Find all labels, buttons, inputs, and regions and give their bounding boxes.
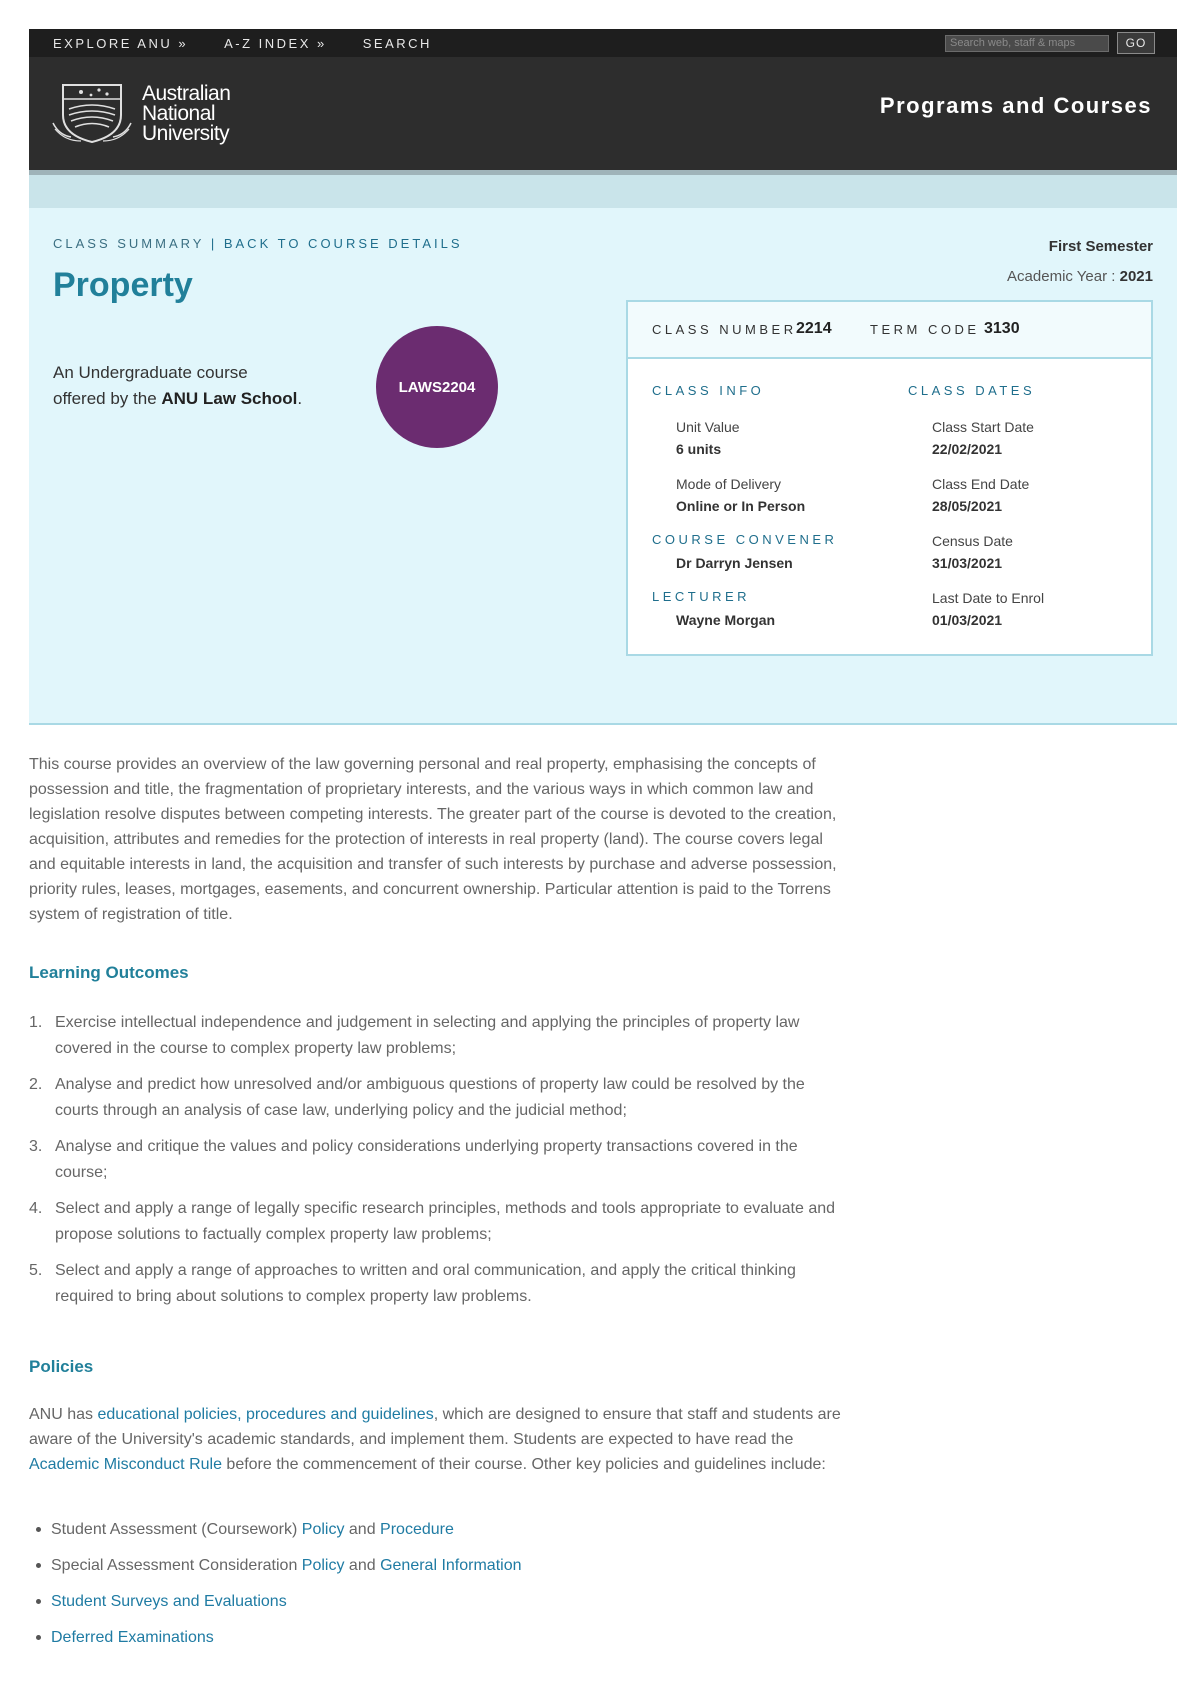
last-date-to-enrol-value: 01/03/2021 (932, 612, 1003, 628)
term-code-value: 3130 (984, 320, 1020, 337)
student-assessment-policy-link[interactable]: Policy (301, 1521, 345, 1538)
special-assessment-policy-link[interactable]: Policy (301, 1557, 345, 1574)
term-code-label: TERM CODE (870, 322, 980, 337)
list-item-text: Analyse and predict how unresolved and/or ambiguous questions of property law could be resolved by the courts through an analysis of case law, underlying policy and the judicial method; (55, 1076, 805, 1119)
class-start-date-label: Class Start Date (932, 419, 1034, 435)
top-nav-bar (29, 29, 1177, 57)
course-description (53, 360, 302, 412)
list-item-text: Analyse and critique the values and policy considerations underlying property transactions covered in the course; (55, 1138, 798, 1181)
class-dates-heading: CLASS DATES (908, 383, 1036, 398)
learning-outcomes-heading: Learning Outcomes (29, 963, 189, 982)
mode-of-delivery-value: Online or In Person (676, 498, 806, 514)
page-title: Property (53, 266, 193, 304)
census-date-value: 31/03/2021 (932, 555, 1003, 571)
uni-name-line1: Australian (142, 82, 231, 105)
list-item (29, 1134, 849, 1186)
list-item-number: 3. (29, 1138, 43, 1155)
policy-item-and: and (344, 1521, 381, 1538)
unit-value-label: Unit Value (676, 419, 740, 435)
top-nav-links (53, 29, 432, 57)
policies-text-part2: , which are designed to ensure that staff and students are aware of the University's academic standards, and implement them. Students are expected to have read the (29, 1406, 841, 1448)
list-item-number: 5. (29, 1262, 43, 1279)
deferred-examinations-link[interactable]: Deferred Examinations (51, 1629, 214, 1646)
list-item (29, 1010, 849, 1062)
offered-by-text: offered by the (53, 389, 162, 408)
student-surveys-link[interactable]: Student Surveys and Evaluations (51, 1593, 287, 1610)
school-name: ANU Law School (161, 389, 298, 408)
policies-heading: Policies (29, 1357, 94, 1376)
list-item-text: Exercise intellectual independence and judgement in selecting and applying the principles of property law covered in the course to complex property law problems; (55, 1014, 800, 1057)
list-item (29, 1627, 521, 1663)
lecturer-heading: LECTURER (652, 589, 751, 604)
university-name[interactable] (142, 84, 230, 144)
list-item (29, 1591, 521, 1627)
list-item-number: 1. (29, 1014, 43, 1031)
header-strip (29, 175, 1177, 208)
class-summary-section (29, 208, 1177, 725)
policy-item-text: Student Assessment (Coursework) (51, 1521, 302, 1538)
list-item-text: Select and apply a range of legally specific research principles, methods and tools appropriate to evaluate and propose solutions to factually complex property law problems; (55, 1200, 836, 1243)
academic-year (1007, 268, 1153, 285)
list-item-number: 4. (29, 1200, 43, 1217)
list-item (29, 1258, 849, 1310)
student-assessment-procedure-link[interactable]: Procedure (380, 1521, 454, 1538)
special-assessment-info-link[interactable]: General Information (380, 1557, 522, 1574)
course-overview-text: This course provides an overview of the law governing personal and real property, emphasising the concepts of possession and title, the fragmentation of proprietary interests, and the various ways in which common law and legislation resolve disputes between competing interests. The greater part of the course is devoted to the creation, acquisition, attributes and remedies for the protection of interests in real property (land). The course covers legal and equitable interests in land, the acquisition and transfer of such interests by purchase and adverse possession, priority rules, leases, mortgages, easements, and concurrent ownership. Particular attention is paid to the Torrens system of registration of title. (29, 756, 837, 923)
bullet-icon (36, 1527, 41, 1532)
last-date-to-enrol-label: Last Date to Enrol (932, 590, 1045, 606)
desc-period: . (297, 389, 303, 408)
policies-text (29, 1402, 849, 1477)
class-end-date-value: 28/05/2021 (932, 498, 1003, 514)
list-item (29, 1196, 849, 1248)
uni-name-line2: National (142, 102, 216, 125)
list-item-text: Select and apply a range of approaches to written and oral communication, and apply the critical thinking required to bring about solutions to complex property law problems. (55, 1262, 796, 1305)
search-input[interactable]: Search web, staff & maps (945, 35, 1109, 52)
course-desc-line2 (53, 386, 302, 412)
policy-item-and: and (344, 1557, 381, 1574)
class-number-value: 2214 (796, 320, 832, 337)
site-header (29, 57, 1177, 170)
search-link[interactable]: SEARCH (362, 35, 432, 51)
class-info-panel (626, 300, 1153, 656)
class-number-header (628, 302, 1151, 359)
bullet-icon (36, 1599, 41, 1604)
class-info-heading: CLASS INFO (652, 383, 765, 398)
list-item (29, 1072, 849, 1124)
academic-misconduct-rule-link[interactable]: Academic Misconduct Rule (29, 1456, 222, 1473)
unit-value: 6 units (676, 441, 722, 457)
anu-crest-icon[interactable] (51, 79, 133, 150)
bullet-icon (36, 1563, 41, 1568)
class-start-date-value: 22/02/2021 (932, 441, 1003, 457)
uni-name-line3: University (142, 122, 230, 145)
policy-item-text: Special Assessment Consideration (51, 1557, 302, 1574)
policies-text-part1: ANU has (29, 1406, 98, 1423)
list-item (29, 1555, 521, 1591)
educational-policies-link[interactable]: educational policies, procedures and guidelines (97, 1406, 434, 1423)
lecturer-name: Wayne Morgan (676, 612, 776, 628)
breadcrumb (53, 236, 463, 251)
course-convener-heading: COURSE CONVENER (652, 532, 838, 547)
bullet-icon (36, 1635, 41, 1640)
course-desc-line1: An Undergraduate course (53, 363, 248, 382)
list-item (29, 1519, 521, 1555)
list-item-number: 2. (29, 1076, 43, 1093)
course-code-badge: LAWS2204 (376, 326, 498, 448)
class-number-label: CLASS NUMBER (652, 322, 797, 337)
course-convener-name: Dr Darryn Jensen (676, 555, 793, 571)
site-title[interactable]: Programs and Courses (879, 93, 1152, 118)
policies-list (29, 1519, 521, 1663)
go-button[interactable]: GO (1117, 32, 1155, 54)
breadcrumb-separator: | (204, 236, 224, 251)
breadcrumb-current: CLASS SUMMARY (53, 236, 205, 251)
back-to-course-details-link[interactable]: BACK TO COURSE DETAILS (223, 236, 463, 251)
explore-anu-link[interactable]: EXPLORE ANU » (53, 35, 189, 51)
policies-text-part3: before the commencement of their course. Other key policies and guidelines include: (221, 1456, 826, 1473)
academic-year-value: 2021 (1119, 268, 1153, 285)
mode-of-delivery-label: Mode of Delivery (676, 476, 782, 492)
census-date-label: Census Date (932, 533, 1013, 549)
semester-label: First Semester (1048, 238, 1153, 255)
class-end-date-label: Class End Date (932, 476, 1030, 492)
academic-year-label: Academic Year : (1007, 268, 1120, 285)
az-index-link[interactable]: A-Z INDEX » (224, 35, 327, 51)
learning-outcomes-list (29, 1010, 849, 1320)
